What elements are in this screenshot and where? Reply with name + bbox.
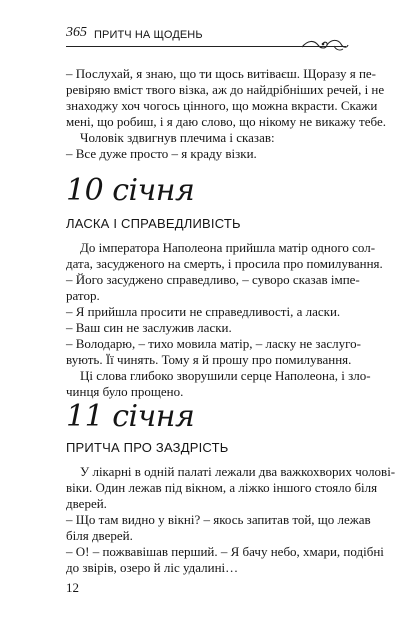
text-line: вують. Її чинять. Тому я й прошу про помилування. xyxy=(66,352,352,367)
text-line: мені, що робиш, і я даю слово, що нікому не викажу тебе. xyxy=(66,114,386,129)
text-line: до звірів, озеро й ліс удалині… xyxy=(66,560,239,575)
text-line: ревіряю вміст твого візка, аж до найдрібніших речей, і не xyxy=(66,82,385,97)
text-line: – Володарю, – тихо мовила матір, – ласку не заслуго- xyxy=(66,336,361,351)
text-line: – Його засуджено справедливо, – суворо сказав імпе- xyxy=(66,272,360,287)
text-line: – Ваш син не заслужив ласки. xyxy=(66,320,232,335)
text-line: До імператора Наполеона прийшла матір одного сол- xyxy=(80,240,376,255)
text-line: – Все дуже просто – я краду візки. xyxy=(66,146,257,161)
text-line: дата, засудженого на смерть, і просила про помилування. xyxy=(66,256,383,271)
section-title: ЛАСКА І СПРАВЕДЛИВІСТЬ xyxy=(66,216,241,231)
text-line: – Послухай, я знаю, що ти щось витіваєш. Щоразу я пе- xyxy=(66,66,377,81)
text-line: Ці слова глибоко зворушили серце Наполеона, і зло- xyxy=(80,368,371,383)
text-line: У лікарні в одній палаті лежали два важкохворих чолові- xyxy=(80,464,396,479)
text-line: віки. Один лежав під вікном, а ліжко іншого стояло біля xyxy=(66,480,378,495)
day-title: 10 січня xyxy=(66,173,195,208)
text-line: чинця було прощено. xyxy=(66,384,184,399)
text-line: – Що там видно у вікні? – якось запитав той, що лежав xyxy=(66,512,371,527)
header-title: ПРИТЧ НА ЩОДЕНЬ xyxy=(94,29,203,41)
text-line: – О! – пожвавішав перший. – Я бачу небо, хмари, подібні xyxy=(66,544,384,559)
page-number: 12 xyxy=(66,580,79,595)
text-line: знаходжу хоч чогось цінного, що можна вкрасти. Скажи xyxy=(66,98,378,113)
text-line: біля дверей. xyxy=(66,528,133,543)
page-header xyxy=(0,0,402,60)
section-title: ПРИТЧА ПРО ЗАЗДРІСТЬ xyxy=(66,440,229,455)
header-series-number: 365 xyxy=(66,25,87,40)
text-line: дверей. xyxy=(66,496,107,511)
ornament-icon xyxy=(300,36,350,54)
text-line: ратор. xyxy=(66,288,100,303)
text-line: Чоловік здвигнув плечима і сказав: xyxy=(80,130,275,145)
text-line: – Я прийшла просити не справедливості, а ласки. xyxy=(66,304,341,319)
day-title: 11 січня xyxy=(66,399,195,434)
